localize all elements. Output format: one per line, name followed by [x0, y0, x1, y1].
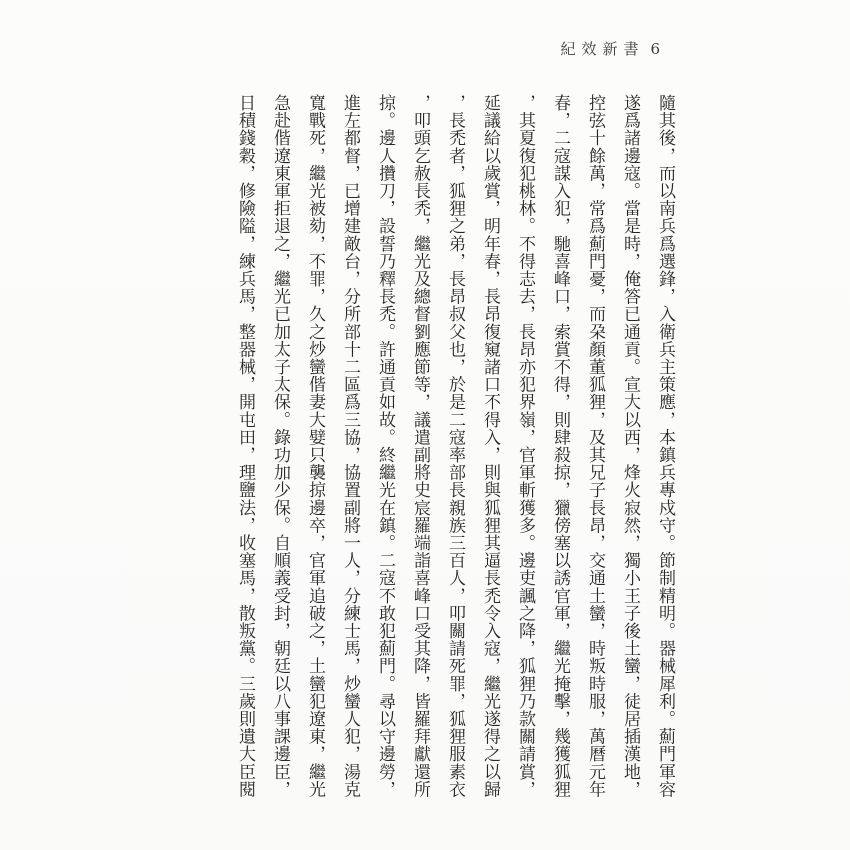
text-column: ，長禿者，狐狸之弟，長昂叔父也，於是二寇率部長親族三百人，叩關請死罪，狐狸服素衣 [445, 94, 465, 798]
text-column: 隨其後，而以南兵爲選鋒，入衛兵主策應，本鎮兵專戍守。節制精明。器械犀利。薊門軍容 [655, 94, 675, 798]
text-column: ，其夏復犯桃林。不得志去，長昂亦犯界嶺，官軍斬獲多。邊吏諷之降，狐狸乃款關請賞， [515, 94, 535, 798]
text-column: 日積錢穀，修險隘，練兵馬，整器械，開屯田，理鹽法，收塞馬，散叛黨。三歲則遺大臣閱 [235, 94, 255, 798]
text-column: 控弦十餘萬，常爲薊門憂，而朶顏董狐狸，及其兄子長昂，交通土蠻，時叛時服，萬曆元年 [585, 94, 605, 798]
text-column: 延議給以歲賞，明年春，長昂復窺諸口不得入，則與狐狸其逼長禿令入寇，繼光遂得之以歸 [480, 94, 500, 798]
text-column: ，叩頭乞赦長禿，繼光及總督劉應節等，議遣副將史宸羅端詣喜峰口受其降，皆羅拜獻還所 [410, 94, 430, 798]
text-column: 進左都督，已增建敵台，分所部十二區爲三協，協置副將一人，分練士馬，炒蠻人犯，湯克 [340, 94, 360, 798]
running-header [560, 38, 660, 59]
text-column: 掠。邊人攢刀，設誓乃釋長禿。許通貢如故。終繼光在鎮。二寇不敢犯薊門。尋以守邊勞， [375, 94, 395, 798]
text-column: 遂爲諸邊寇。當是時，俺答已通貢。宣大以西，烽火寂然，獨小王子後土蠻，徒居插漢地， [620, 94, 640, 798]
page-number: 6 [650, 40, 660, 58]
text-column: 寬戰死，繼光被劾，不罪，久之炒蠻偕妻大嬖只襲掠邊卒，官軍追破之，土蠻犯遼東，繼光 [305, 94, 325, 798]
text-column: 急赴偕遼東軍拒退之，繼光已加太子太保。錄功加少保。自順義受封，朝廷以八事課邊臣， [270, 94, 290, 798]
book-title: 紀效新書 [560, 40, 645, 58]
text-column: 春，二寇謀入犯，馳喜峰口，索賞不得，則肆殺掠，獵傍塞以誘官軍，繼光掩擊，幾獲狐狸 [550, 94, 570, 798]
text-block [227, 94, 682, 812]
